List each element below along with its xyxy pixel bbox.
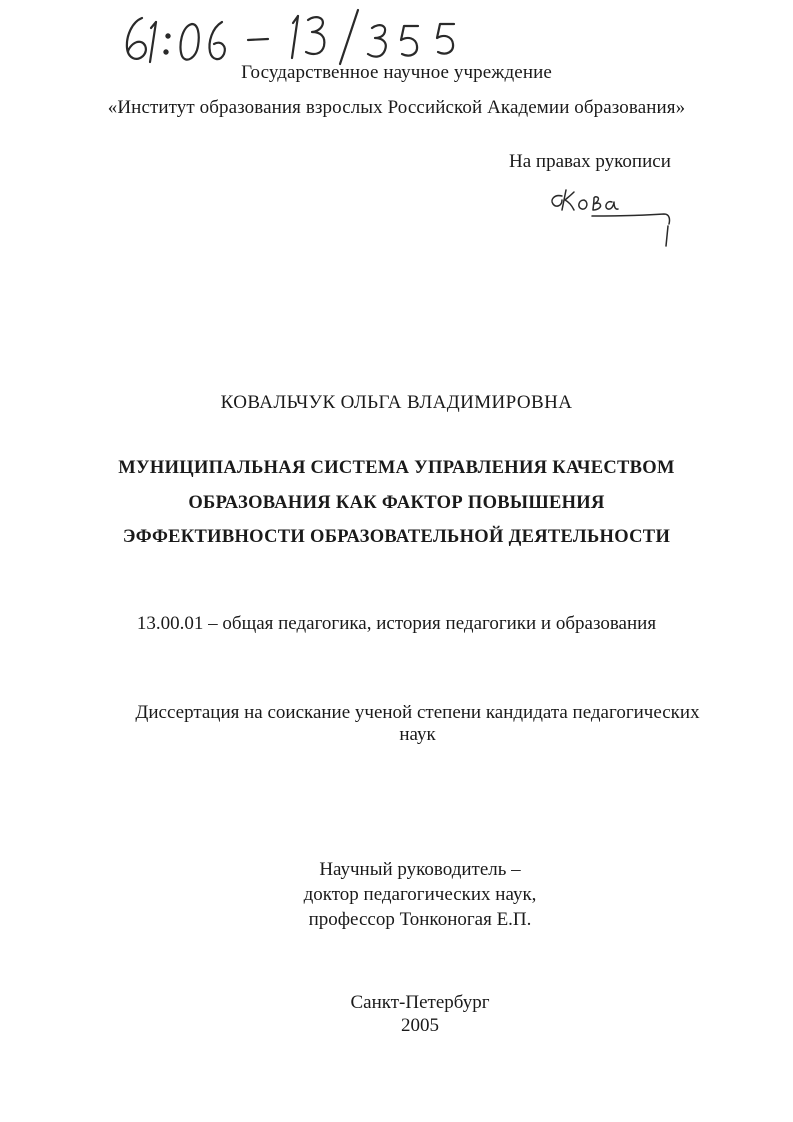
title-line-3: ЭФФЕКТИВНОСТИ ОБРАЗОВАТЕЛЬНОЙ ДЕЯТЕЛЬНОСТИ [122,527,671,547]
title-line-2: ОБРАЗОВАНИЯ КАК ФАКТОР ПОВЫШЕНИЯ [188,492,605,513]
institution-name-line-1: Государственное научное учреждение [241,62,552,83]
year: 2005 [401,1015,439,1036]
supervisor-line-2: доктор педагогических наук, [303,884,537,905]
manuscript-rights-note: На правах рукописи [509,151,671,172]
dissertation-degree-note: Диссертация на соискание ученой степени кандидата педагогических наук [135,702,700,745]
supervisor-block [200,857,640,932]
institution-name-line-2: «Институт образования взрослых Российской Академии образования» [107,97,686,118]
place-and-year [200,991,640,1037]
specialty-code: 13.00.01 – общая педагогика, история педагогики и образования [136,613,657,634]
author-name: КОВАЛЬЧУК ОЛЬГА ВЛАДИМИРОВНА [220,392,573,413]
handwritten-signature [540,180,680,252]
supervisor-line-1: Научный руководитель – [319,859,521,880]
supervisor-line-3: профессор Тонконогая Е.П. [308,909,532,930]
dissertation-title [0,451,793,555]
city: Санкт-Петербург [350,992,490,1013]
title-line-1: МУНИЦИПАЛЬНАЯ СИСТЕМА УПРАВЛЕНИЯ КАЧЕСТВОМ [118,458,675,478]
handwritten-catalog-number [118,6,458,68]
